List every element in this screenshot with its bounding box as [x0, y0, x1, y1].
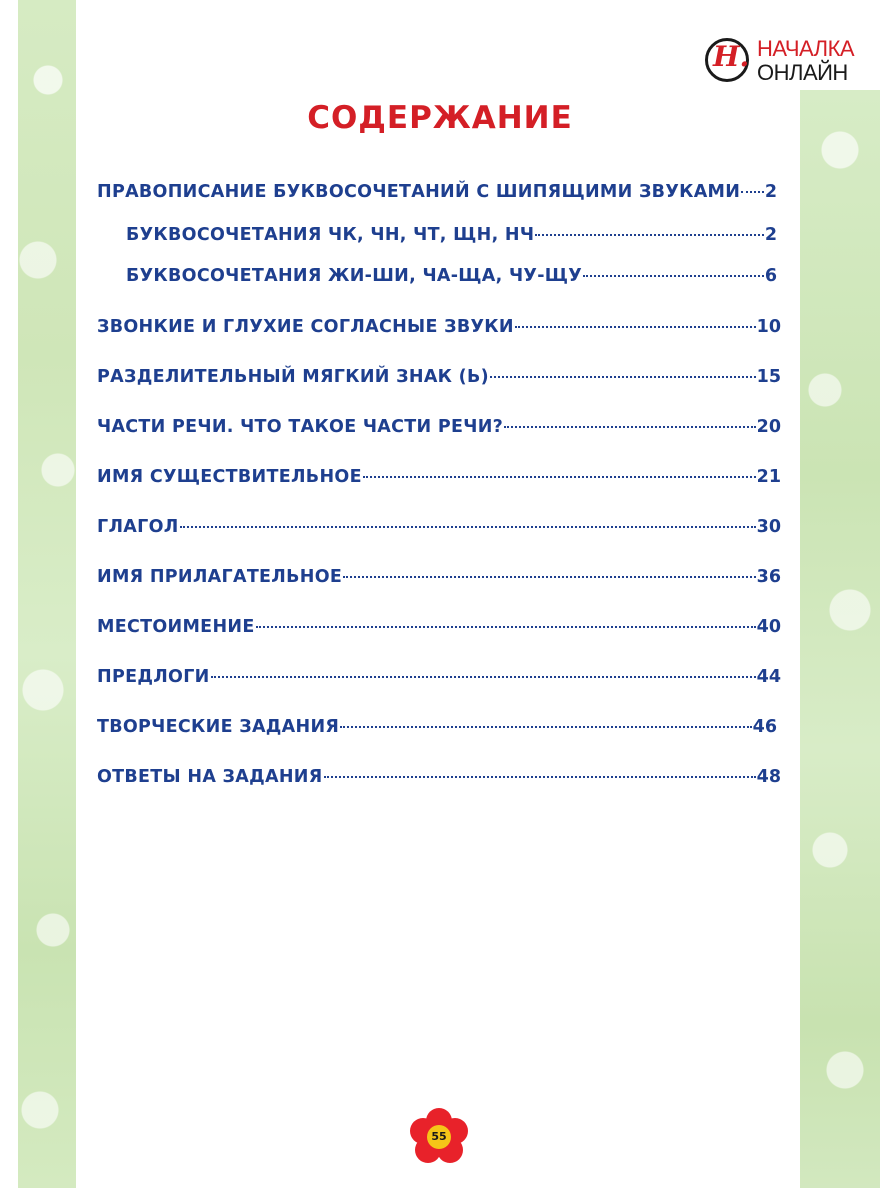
logo-letter: Н.: [713, 40, 750, 73]
toc-item[interactable]: [97, 367, 781, 387]
toc-item-label: ОТВЕТЫ НА ЗАДАНИЯ: [97, 767, 323, 787]
toc-item-page: 30: [756, 517, 781, 537]
toc-item-page: 48: [756, 767, 781, 787]
toc-item-label: ПРАВОПИСАНИЕ БУКВОСОЧЕТАНИЙ С ШИПЯЩИМИ ЗВУКАМИ: [97, 182, 741, 202]
toc-item-label: ПРЕДЛОГИ: [97, 667, 210, 687]
page-number: 55: [427, 1125, 451, 1149]
logo-text-line2: ОНЛАЙН: [757, 60, 848, 85]
toc-item-page: 2: [764, 182, 777, 202]
toc-item[interactable]: [97, 517, 781, 537]
toc-item-page: 40: [756, 617, 781, 637]
toc-item[interactable]: [126, 266, 777, 286]
toc-item-label: ИМЯ СУЩЕСТВИТЕЛЬНОЕ: [97, 467, 362, 487]
page-title: СОДЕРЖАНИЕ: [307, 100, 573, 136]
toc-leader-dots: [211, 676, 756, 678]
toc-item[interactable]: [97, 567, 781, 587]
toc-item-label: ЗВОНКИЕ И ГЛУХИЕ СОГЛАСНЫЕ ЗВУКИ: [97, 317, 514, 337]
toc-leader-dots: [490, 376, 756, 378]
toc-item-page: 10: [756, 317, 781, 337]
toc-item[interactable]: [97, 317, 781, 337]
toc-leader-dots: [741, 191, 764, 193]
toc-item-label: БУКВОСОЧЕТАНИЯ ЧК, ЧН, ЧТ, ЩН, НЧ: [126, 225, 535, 245]
decorative-border-right: [800, 90, 880, 1188]
toc-item[interactable]: [97, 767, 781, 787]
toc-leader-dots: [180, 526, 756, 528]
toc-item-label: ТВОРЧЕСКИЕ ЗАДАНИЯ: [97, 717, 340, 737]
toc-item-label: МЕСТОИМЕНИЕ: [97, 617, 255, 637]
toc-item[interactable]: [97, 467, 781, 487]
toc-item-page: 46: [752, 717, 777, 737]
toc-item-label: РАЗДЕЛИТЕЛЬНЫЙ МЯГКИЙ ЗНАК (Ь): [97, 367, 489, 387]
toc-leader-dots: [343, 576, 755, 578]
toc-item[interactable]: [97, 667, 781, 687]
toc-item-page: 36: [756, 567, 781, 587]
toc-leader-dots: [535, 234, 763, 236]
toc-item[interactable]: [97, 717, 777, 737]
page-number-flower-icon: [410, 1108, 468, 1166]
toc-item-page: 44: [756, 667, 781, 687]
publisher-logo: [705, 36, 855, 88]
toc-leader-dots: [583, 275, 764, 277]
toc-item-page: 21: [756, 467, 781, 487]
toc-item[interactable]: [97, 617, 781, 637]
toc-item-page: 2: [764, 225, 777, 245]
toc-item-page: 20: [756, 417, 781, 437]
toc-leader-dots: [504, 426, 756, 428]
toc-leader-dots: [363, 476, 756, 478]
toc-leader-dots: [256, 626, 756, 628]
toc-item[interactable]: [126, 225, 777, 245]
toc-item-label: ЧАСТИ РЕЧИ. ЧТО ТАКОЕ ЧАСТИ РЕЧИ?: [97, 417, 504, 437]
toc-leader-dots: [324, 776, 756, 778]
toc-leader-dots: [515, 326, 756, 328]
toc-leader-dots: [340, 726, 751, 728]
toc-item-label: ГЛАГОЛ: [97, 517, 179, 537]
logo-text-line1: НАЧАЛКА: [757, 36, 855, 61]
toc-item[interactable]: [97, 182, 777, 202]
toc-item-label: ИМЯ ПРИЛАГАТЕЛЬНОЕ: [97, 567, 343, 587]
toc-item-label: БУКВОСОЧЕТАНИЯ ЖИ-ШИ, ЧА-ЩА, ЧУ-ЩУ: [126, 266, 583, 286]
toc-item[interactable]: [97, 417, 781, 437]
toc-item-page: 15: [756, 367, 781, 387]
decorative-border-left: [18, 0, 76, 1188]
toc-item-page: 6: [764, 266, 777, 286]
